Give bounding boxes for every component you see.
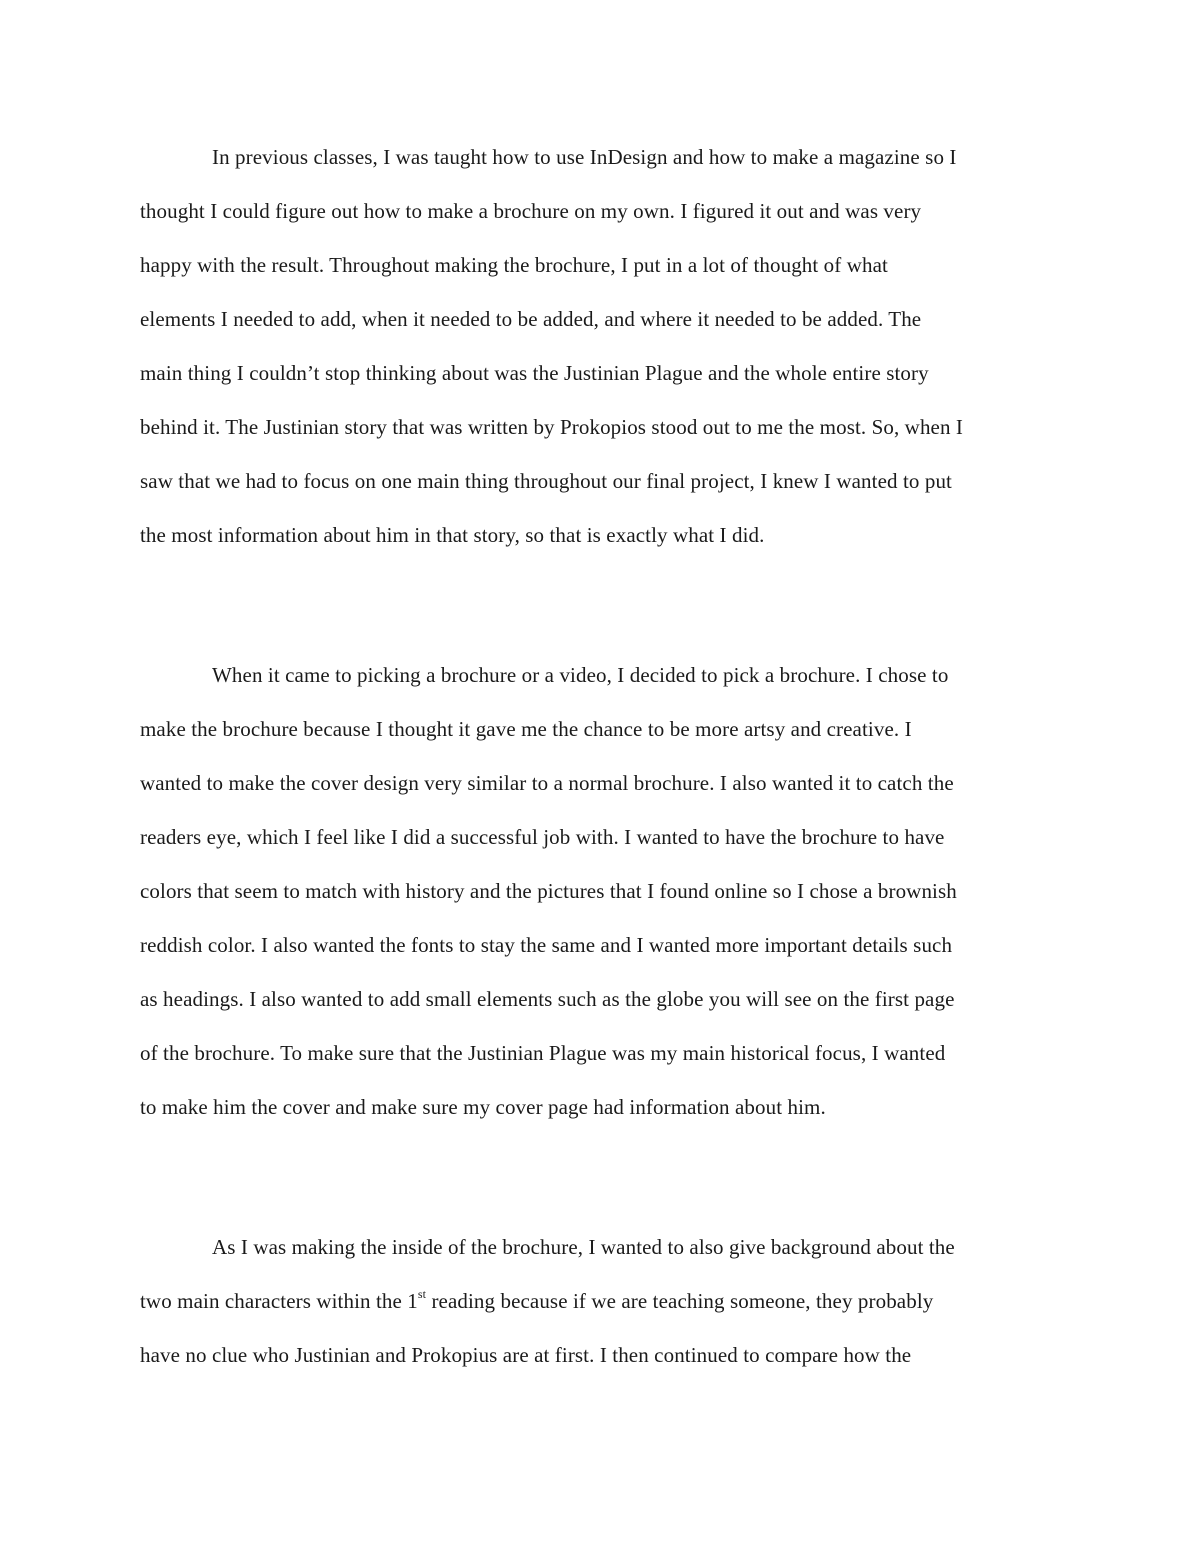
paragraph-3-line-1: As I was making the inside of the brochure, I wanted to also give background about the [212, 1235, 955, 1259]
paragraph-2-line-2: make the brochure because I thought it gave me the chance to be more artsy and creative. I [140, 717, 912, 741]
paragraph-1-line-1: In previous classes, I was taught how to use InDesign and how to make a magazine so I [212, 145, 957, 169]
paragraph-1-line-5: main thing I couldn’t stop thinking about was the Justinian Plague and the whole entire story [140, 361, 929, 385]
paragraph-3-line-2 [140, 1286, 933, 1316]
paragraph-3-line-3: have no clue who Justinian and Prokopius are at first. I then continued to compare how the [140, 1343, 912, 1367]
paragraph-3-line-2-start: two main characters within the 1 [140, 1289, 418, 1313]
paragraph-1-line-3: happy with the result. Throughout making the brochure, I put in a lot of thought of what [140, 253, 888, 277]
paragraph-1-line-8: the most information about him in that story, so that is exactly what I did. [140, 523, 765, 547]
paragraph-1-line-4: elements I needed to add, when it needed to be added, and where it needed to be added. The [140, 307, 922, 331]
paragraph-2-line-9: to make him the cover and make sure my cover page had information about him. [140, 1095, 826, 1119]
paragraph-2-line-5: colors that seem to match with history and the pictures that I found online so I chose a brownish [140, 879, 957, 903]
ordinal-superscript: st [417, 1287, 427, 1301]
paragraph-1-line-6: behind it. The Justinian story that was written by Prokopios stood out to me the most. So, when I [140, 415, 964, 439]
paragraph-2-line-8: of the brochure. To make sure that the Justinian Plague was my main historical focus, I wanted [140, 1041, 946, 1065]
paragraph-2-line-1: When it came to picking a brochure or a video, I decided to pick a brochure. I chose to [212, 663, 949, 687]
paragraph-2-line-6: reddish color. I also wanted the fonts to stay the same and I wanted more important details such [140, 933, 953, 957]
paragraph-1-line-2: thought I could figure out how to make a brochure on my own. I figured it out and was very [140, 199, 922, 223]
paragraph-3-line-2-end: reading because if we are teaching someone, they probably [426, 1289, 934, 1313]
paragraph-2-line-4: readers eye, which I feel like I did a successful job with. I wanted to have the brochure to have [140, 825, 945, 849]
paragraph-2-line-7: as headings. I also wanted to add small elements such as the globe you will see on the first page [140, 987, 955, 1011]
paragraph-2-line-3: wanted to make the cover design very similar to a normal brochure. I also wanted it to catch the [140, 771, 954, 795]
paragraph-1-line-7: saw that we had to focus on one main thing throughout our final project, I knew I wanted to put [140, 469, 952, 493]
